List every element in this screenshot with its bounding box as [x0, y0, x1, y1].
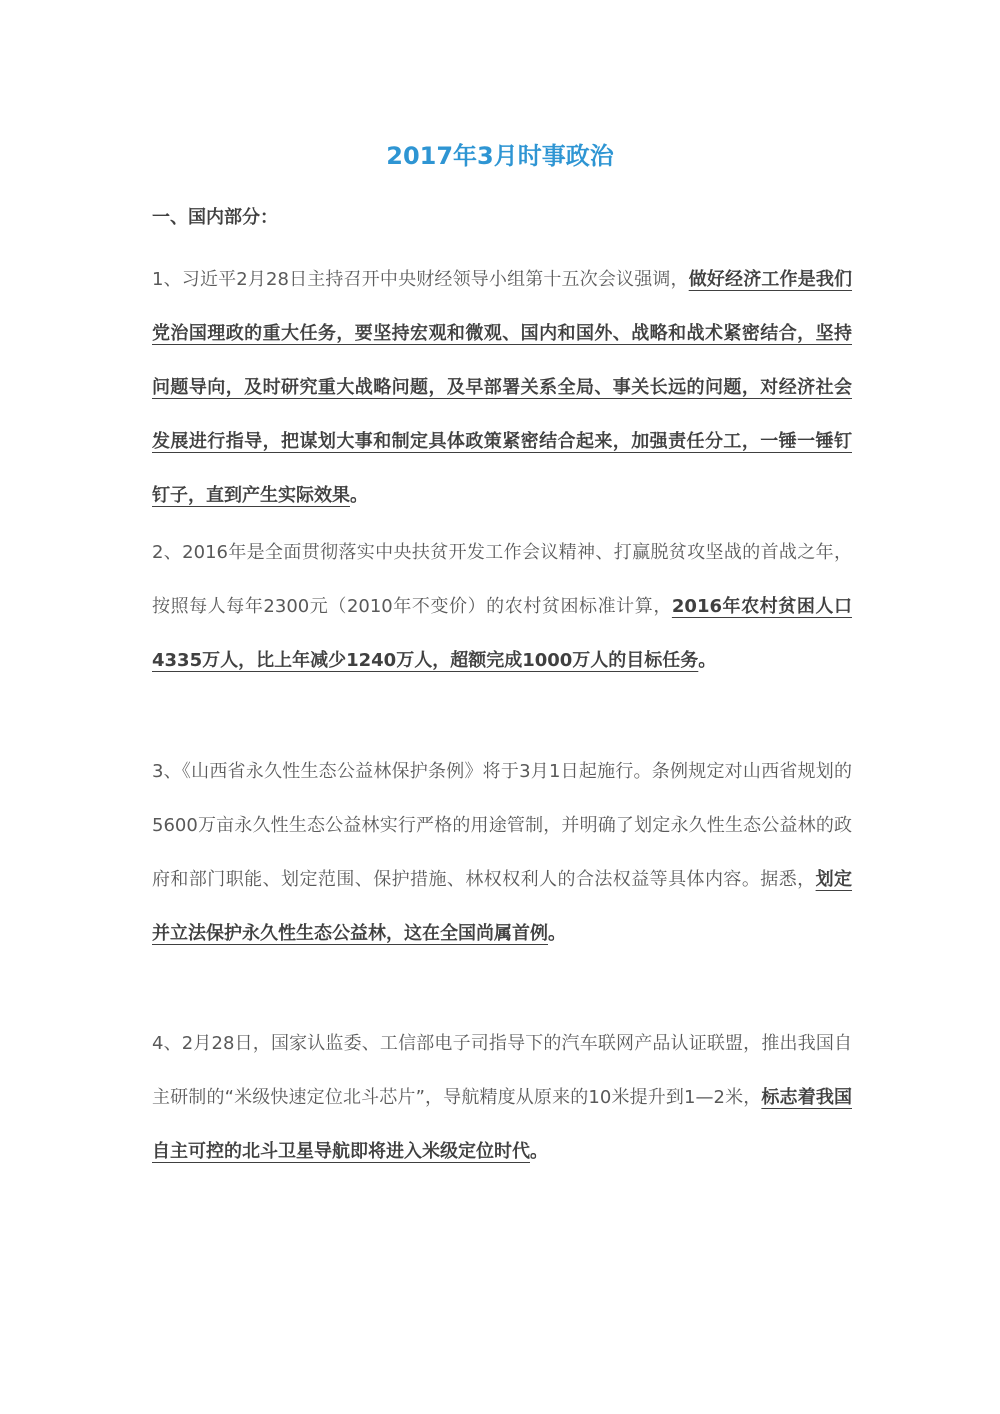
paragraph-2 — [152, 526, 852, 688]
paragraph-3-emphasis: 划定并立法保护永久性生态公益林，这在全国尚属首例 — [152, 869, 853, 944]
paragraph-3-lead: 3、《山西省永久性生态公益林保护条例》将于3月1日起施行。条例规定对山西省规划的5600万亩永久性生态公益林实行严格的用途管制，并明确了划定永久性生态公益林的政府和部门职能、划定范围、保护措施、林权权利人的合法权益等具体内容。据悉， — [152, 761, 852, 890]
paragraph-2-emphasis: 2016年农村贫困人口4335万人，比上年减少1240万人，超额完成1000万人的目标任务 — [152, 596, 852, 671]
paragraph-2-tail: 。 — [698, 650, 717, 671]
paragraph-1-emphasis: 做好经济工作是我们党治国理政的重大任务，要坚持宏观和微观、国内和国外、战略和战术紧密结合，坚持问题导向，及时研究重大战略问题，及早部署关系全局、事关长远的问题，对经济社会发展进行指导，把谋划大事和制定具体政策紧密结合起来，加强责任分工，一锤一锤钉钉子，直到产生实际效果 — [152, 269, 853, 506]
paragraph-3-tail: 。 — [548, 923, 566, 944]
document-title: 2017年3月时事政治 — [386, 142, 614, 170]
section-heading: 一、国内部分： — [152, 207, 278, 228]
paragraph-4-lead: 4、2月28日，国家认监委、工信部电子司指导下的汽车联网产品认证联盟，推出我国自主研制的“米级快速定位北斗芯片”，导航精度从原来的10米提升到1—2米， — [152, 1033, 852, 1108]
paragraph-2-lead: 2、2016年是全面贯彻落实中央扶贫开发工作会议精神、打赢脱贫攻坚战的首战之年，按照每人每年2300元（2010年不变价）的农村贫困标准计算， — [152, 542, 852, 617]
paragraph-4-tail: 。 — [530, 1141, 548, 1162]
paragraph-3 — [152, 745, 852, 961]
paragraph-1 — [152, 253, 852, 523]
paragraph-1-lead: 1、习近平2月28日主持召开中央财经领导小组第十五次会议强调， — [152, 269, 689, 290]
paragraph-4-emphasis: 标志着我国自主可控的北斗卫星导航即将进入米级定位时代 — [152, 1087, 852, 1162]
paragraph-4 — [152, 1017, 852, 1179]
paragraph-1-tail: 。 — [350, 485, 368, 506]
